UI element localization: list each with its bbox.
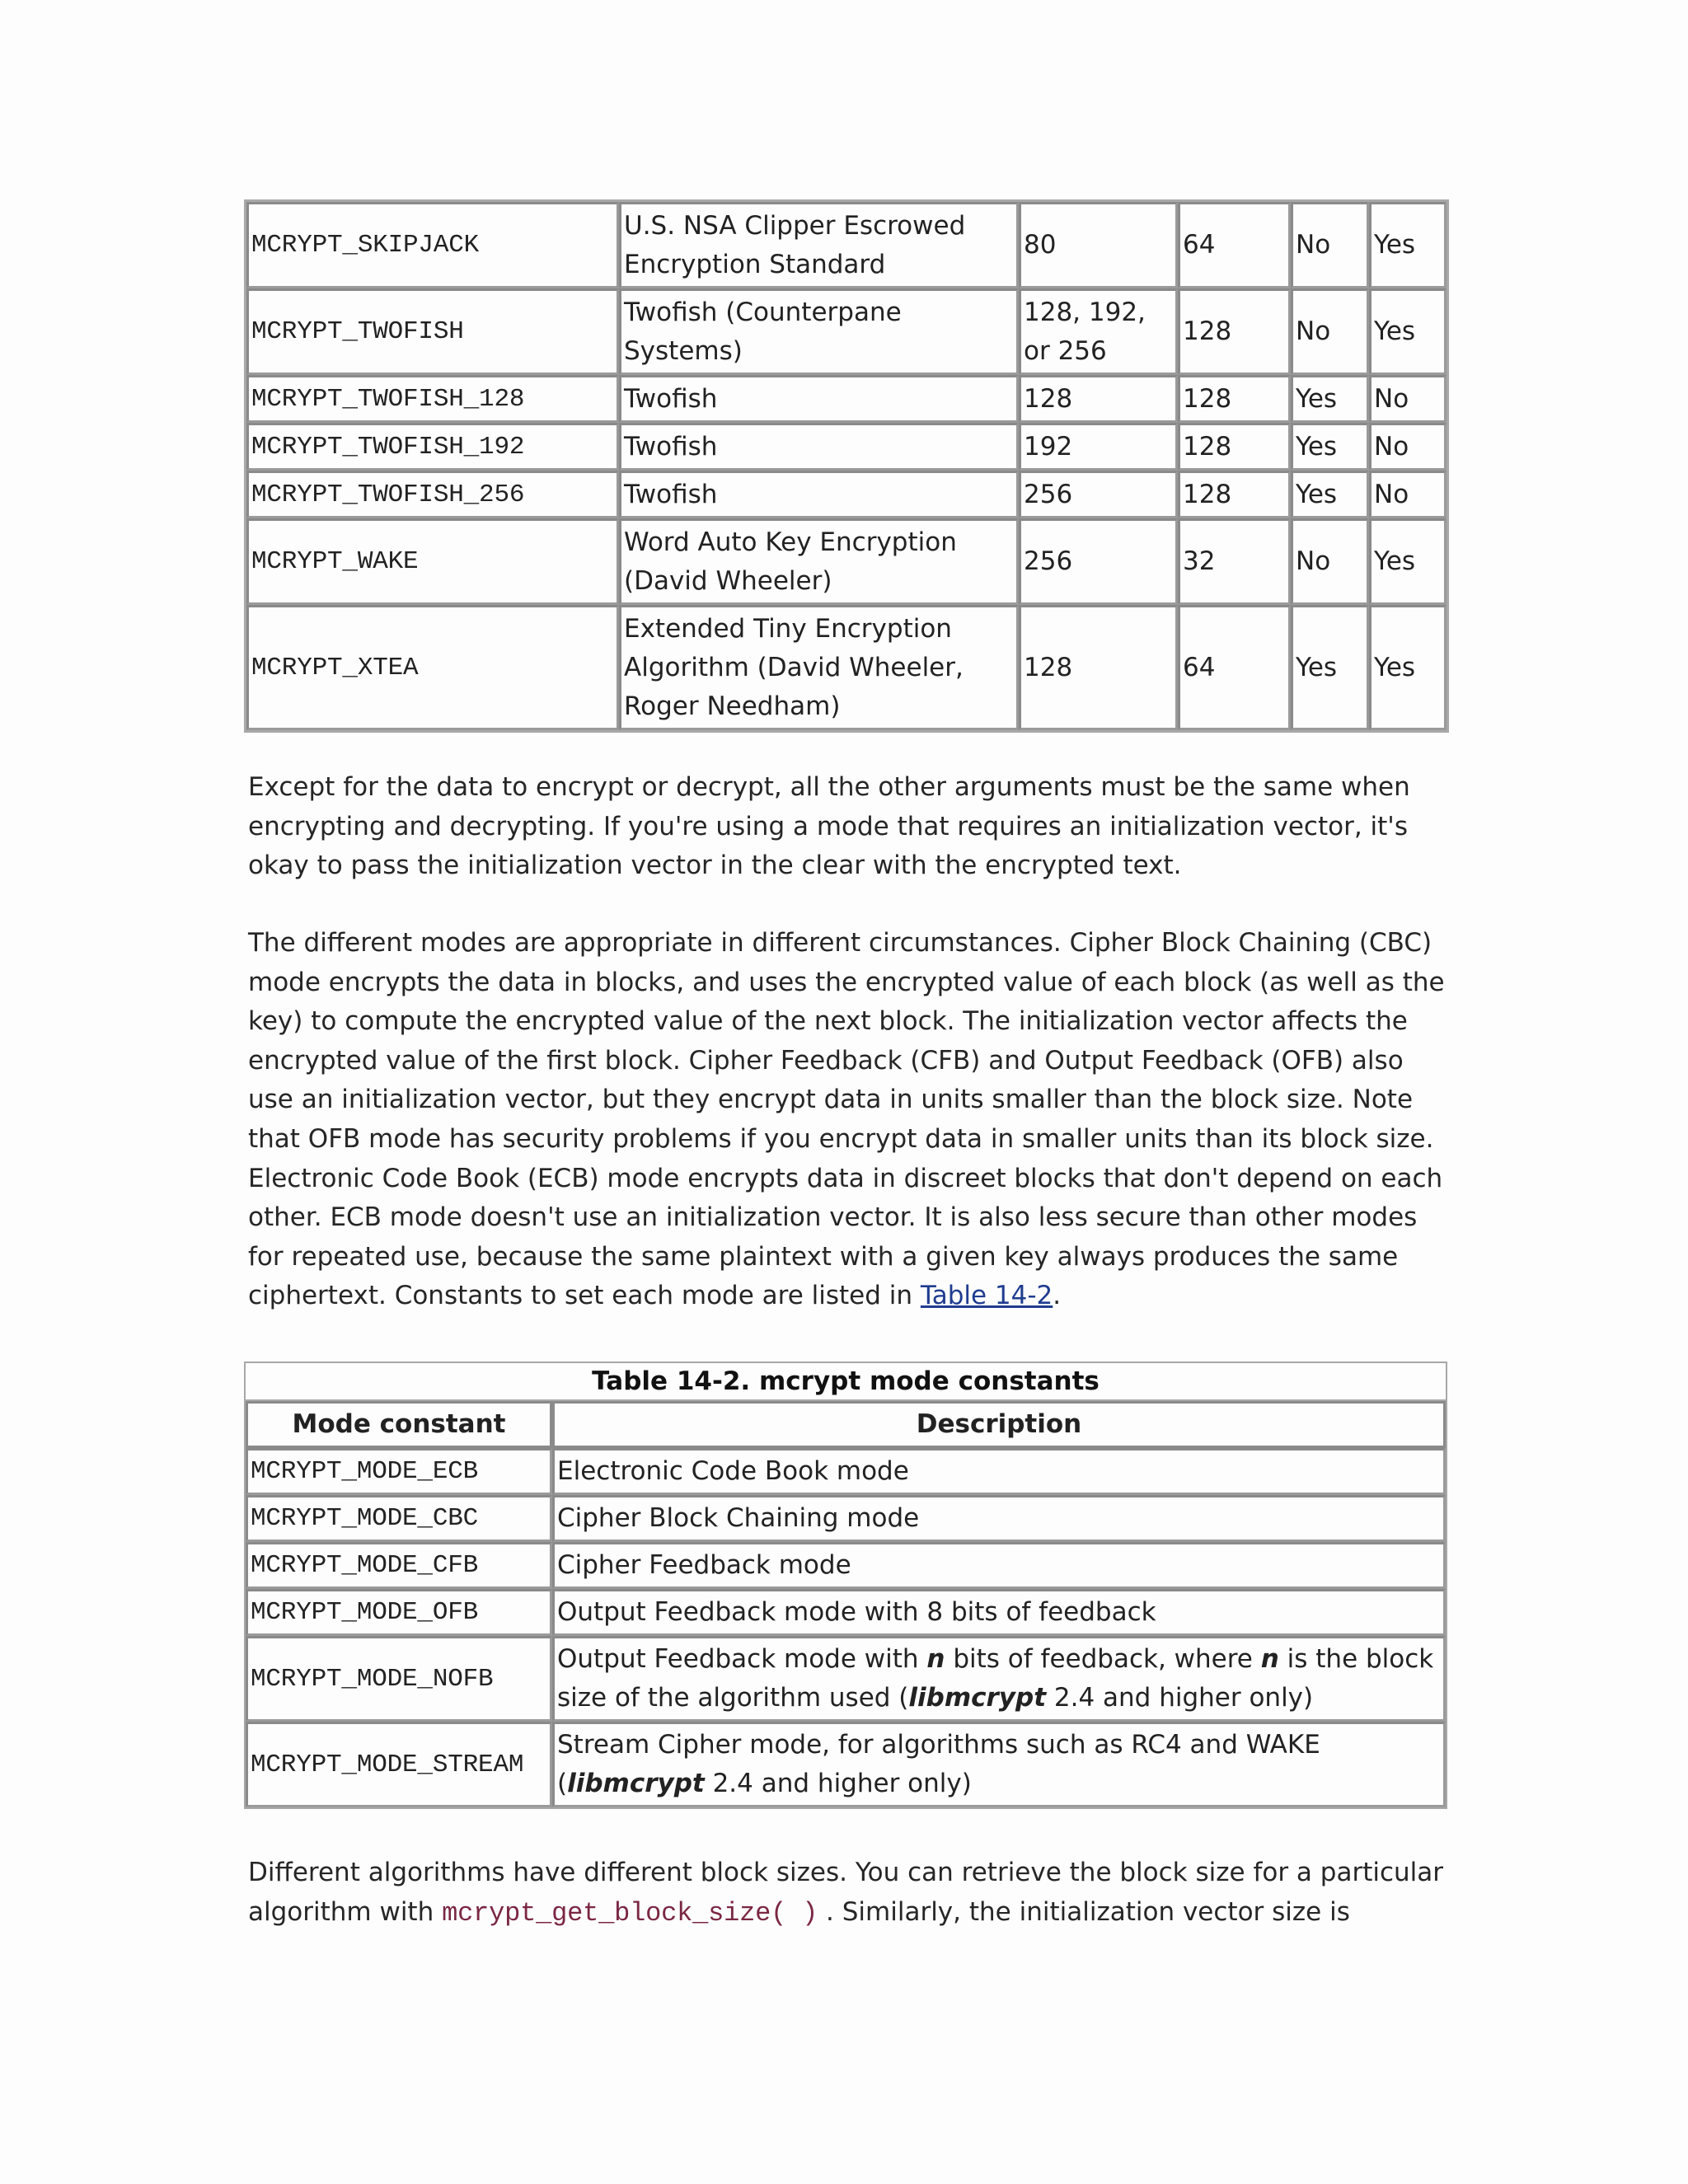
nofb-text-2: bits of feedback, where xyxy=(945,1644,1261,1674)
mode-constant-cell: MCRYPT_MODE_CFB xyxy=(246,1542,552,1589)
algo-block-size-cell: 128 xyxy=(1178,471,1291,518)
algo-key-size-cell: 256 xyxy=(1019,518,1178,605)
algo-constant-cell: MCRYPT_TWOFISH_128 xyxy=(246,375,619,423)
algo-flag-cell: No xyxy=(1369,471,1447,518)
algo-constant-cell: MCRYPT_XTEA xyxy=(246,605,619,730)
table-row xyxy=(246,423,1447,471)
nofb-n-1: n xyxy=(926,1644,945,1674)
table-row xyxy=(246,518,1447,605)
mode-description-cell: Electronic Code Book mode xyxy=(552,1448,1446,1495)
mode-description-cell: Cipher Feedback mode xyxy=(552,1542,1446,1589)
mode-description-cell xyxy=(552,1636,1446,1722)
table-row xyxy=(246,1636,1446,1722)
algo-key-size-cell: 128 xyxy=(1019,375,1178,423)
paragraph-block-size-text-1: Different algorithms have different block sizes. You can retrieve the block size for a particular algorithm with xyxy=(248,1858,1444,1927)
mode-table-body xyxy=(246,1448,1446,1636)
algo-flag-cell: No xyxy=(1291,518,1369,605)
algo-block-size-cell: 128 xyxy=(1178,288,1291,375)
table-row xyxy=(246,1495,1446,1542)
nofb-text-3: is the block size of the algorithm used ( xyxy=(557,1644,1434,1713)
mode-constant-cell: MCRYPT_MODE_CBC xyxy=(246,1495,552,1542)
mode-constant-header: Mode constant xyxy=(246,1401,552,1448)
mode-table-header-row xyxy=(246,1401,1446,1448)
table-row xyxy=(246,471,1447,518)
paragraph-block-size xyxy=(248,1854,1451,1933)
paragraph-modes xyxy=(248,924,1451,1316)
algo-flag-cell: No xyxy=(1369,423,1447,471)
mode-constant-cell: MCRYPT_MODE_ECB xyxy=(246,1448,552,1495)
algo-flag-cell: No xyxy=(1291,202,1369,288)
paragraph-modes-text: The different modes are appropriate in different circumstances. Cipher Block Chaining (CBC) mode encrypts the data in blocks, and uses the encrypted value of each block (as well as the key) to compute the encrypted value of the next block. The initialization vector affects the encrypted value of the first block. Cipher Feedback (CFB) and Output Feedback (OFB) also use an initialization vector, but they encrypt data in units smaller than the block size. Note that OFB mode has security problems if you encrypt data in smaller units than its block size. Electronic Code Book (ECB) mode encrypts data in discreet blocks that don't depend on each other. ECB mode doesn't use an initialization vector. It is also less secure than other modes for repeated use, because the same plaintext with a given key always produces the same ciphertext. Constants to set each mode are listed in xyxy=(248,928,1445,1311)
table-row xyxy=(246,1542,1446,1589)
mode-description-cell: Output Feedback mode with 8 bits of feedback xyxy=(552,1589,1446,1636)
table-row xyxy=(246,605,1447,730)
algo-block-size-cell: 64 xyxy=(1178,202,1291,288)
algo-constant-cell: MCRYPT_SKIPJACK xyxy=(246,202,619,288)
algo-flag-cell: Yes xyxy=(1369,288,1447,375)
algo-key-size-cell: 256 xyxy=(1019,471,1178,518)
table-row xyxy=(246,1448,1446,1495)
algo-description-cell: Twofish (Counterpane Systems) xyxy=(619,288,1019,375)
algo-flag-cell: Yes xyxy=(1369,518,1447,605)
algorithm-table xyxy=(244,199,1449,733)
table-row xyxy=(246,288,1447,375)
algo-description-cell: Twofish xyxy=(619,423,1019,471)
algo-block-size-cell: 32 xyxy=(1178,518,1291,605)
algo-flag-cell: Yes xyxy=(1291,375,1369,423)
algo-constant-cell: MCRYPT_TWOFISH xyxy=(246,288,619,375)
nofb-libmcrypt: libmcrypt xyxy=(908,1683,1047,1713)
paragraph-modes-end: . xyxy=(1053,1281,1062,1311)
mode-table-caption: Table 14-2. mcrypt mode constants xyxy=(244,1361,1447,1399)
algo-description-cell: Extended Tiny Encryption Algorithm (David Wheeler, Roger Needham) xyxy=(619,605,1019,730)
mode-constants-table xyxy=(244,1361,1447,1809)
stream-text-2: 2.4 and higher only) xyxy=(704,1769,972,1798)
mode-description-cell xyxy=(552,1722,1446,1807)
algo-constant-cell: MCRYPT_WAKE xyxy=(246,518,619,605)
table-row xyxy=(246,202,1447,288)
stream-text-1: Stream Cipher mode, for algorithms such as RC4 and WAKE ( xyxy=(557,1730,1320,1798)
nofb-text-4: 2.4 and higher only) xyxy=(1046,1683,1314,1713)
algo-description-cell: Word Auto Key Encryption (David Wheeler) xyxy=(619,518,1019,605)
description-header: Description xyxy=(552,1401,1446,1448)
mode-constant-cell: MCRYPT_MODE_STREAM xyxy=(246,1722,552,1807)
algo-description-cell: U.S. NSA Clipper Escrowed Encryption Standard xyxy=(619,202,1019,288)
algo-key-size-cell: 192 xyxy=(1019,423,1178,471)
mode-constant-cell: MCRYPT_MODE_OFB xyxy=(246,1589,552,1636)
mode-constant-cell: MCRYPT_MODE_NOFB xyxy=(246,1636,552,1722)
algo-key-size-cell: 128, 192, or 256 xyxy=(1019,288,1178,375)
table-14-2-link[interactable]: Table 14-2 xyxy=(920,1281,1053,1311)
algo-flag-cell: No xyxy=(1369,375,1447,423)
algo-flag-cell: Yes xyxy=(1369,605,1447,730)
algo-constant-cell: MCRYPT_TWOFISH_192 xyxy=(246,423,619,471)
algo-flag-cell: Yes xyxy=(1291,605,1369,730)
table-row xyxy=(246,1722,1446,1807)
algorithm-table-body xyxy=(246,202,1447,730)
algo-block-size-cell: 128 xyxy=(1178,423,1291,471)
paragraph-arguments: Except for the data to encrypt or decrypt, all the other arguments must be the same when encrypting and decrypting. If you're using a mode that requires an initialization vector, it's okay to pass the initialization vector in the clear with the encrypted text. xyxy=(248,772,1410,881)
algo-flag-cell: No xyxy=(1291,288,1369,375)
algo-description-cell: Twofish xyxy=(619,471,1019,518)
stream-libmcrypt: libmcrypt xyxy=(567,1769,705,1798)
algo-description-cell: Twofish xyxy=(619,375,1019,423)
nofb-n-2: n xyxy=(1260,1644,1279,1674)
algo-constant-cell: MCRYPT_TWOFISH_256 xyxy=(246,471,619,518)
algo-flag-cell: Yes xyxy=(1291,423,1369,471)
algo-flag-cell: Yes xyxy=(1291,471,1369,518)
paragraph-block-size-text-2: . Similarly, the initialization vector size is xyxy=(818,1896,1350,1927)
algo-block-size-cell: 64 xyxy=(1178,605,1291,730)
algo-block-size-cell: 128 xyxy=(1178,375,1291,423)
table-row xyxy=(246,375,1447,423)
algo-flag-cell: Yes xyxy=(1369,202,1447,288)
algo-key-size-cell: 128 xyxy=(1019,605,1178,730)
table-row xyxy=(246,1589,1446,1636)
function-code: mcrypt_get_block_size( ) xyxy=(442,1897,818,1929)
mode-description-cell: Cipher Block Chaining mode xyxy=(552,1495,1446,1542)
nofb-text-1: Output Feedback mode with xyxy=(557,1644,927,1674)
algo-key-size-cell: 80 xyxy=(1019,202,1178,288)
